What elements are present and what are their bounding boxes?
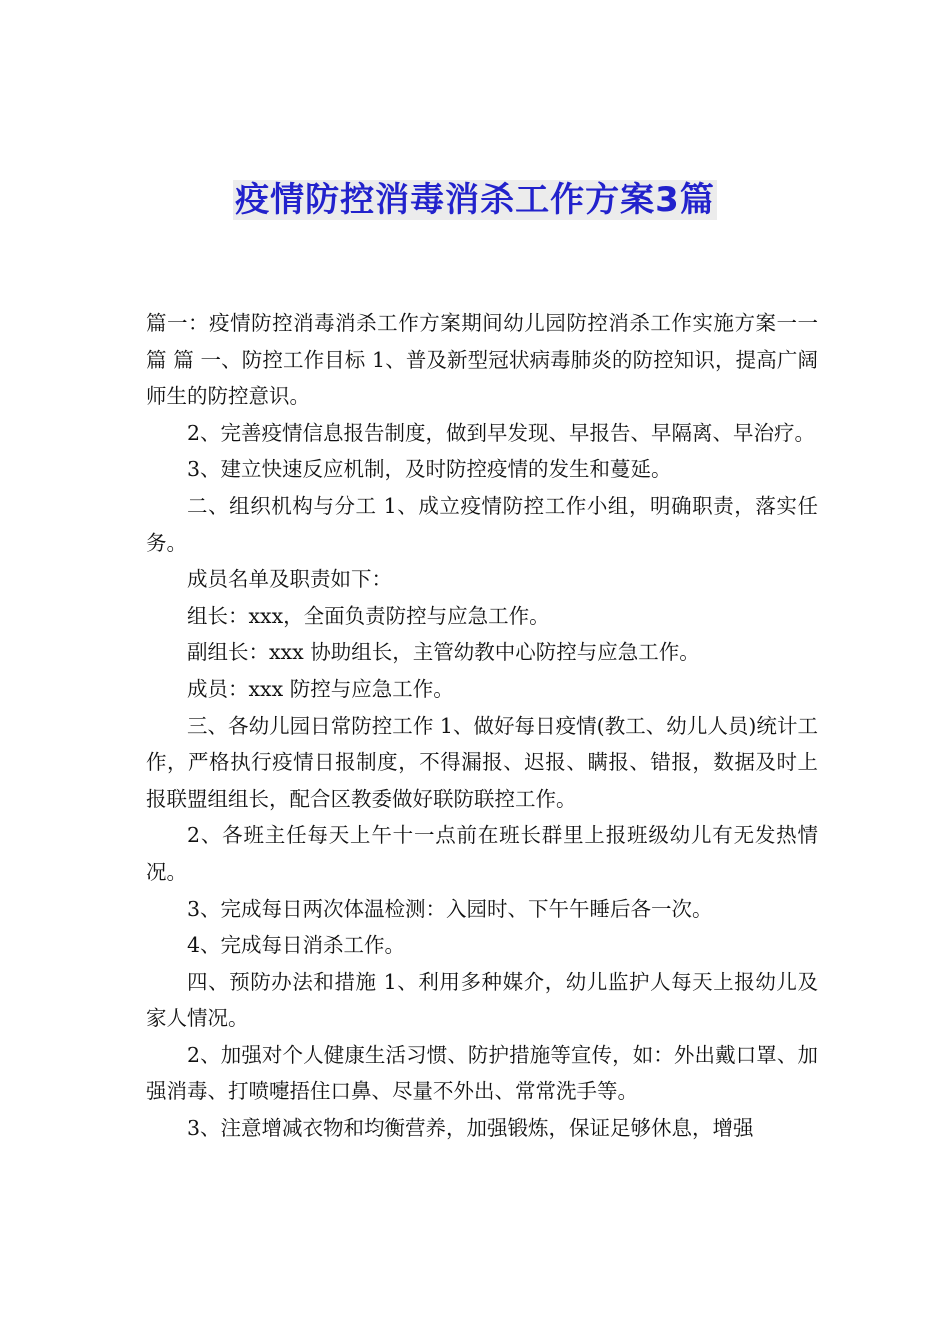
paragraph: 三、各幼儿园日常防控工作 1、做好每日疫情(教工、幼儿人员)统计工作，严格执行疫情日报制度，不得漏报、迟报、瞒报、错报，数据及时上报联盟组组长，配合区教委做好联防联控工作。: [146, 713, 818, 811]
paragraph: 3、注意增减衣物和均衡营养，加强锻炼，保证足够休息，增强: [187, 1116, 754, 1141]
paragraph: 3、建立快速反应机制，及时防控疫情的发生和蔓延。: [187, 457, 672, 482]
paragraph: 成员：xxx 防控与应急工作。: [187, 676, 454, 701]
document-body: [146, 305, 818, 1147]
paragraph: 四、预防办法和措施 1、利用多种媒介，幼儿监护人每天上报幼儿及家人情况。: [146, 969, 818, 1031]
document-title: [0, 176, 950, 224]
paragraph: 3、完成每日两次体温检测：入园时、下午午睡后各一次。: [187, 896, 713, 921]
paragraph: 副组长：xxx 协助组长，主管幼教中心防控与应急工作。: [187, 640, 700, 665]
paragraph: 4、完成每日消杀工作。: [187, 933, 406, 958]
paragraph: 2、完善疫情信息报告制度，做到早发现、早报告、早隔离、早治疗。: [187, 420, 816, 445]
document-title-text: 疫情防控消毒消杀工作方案3篇: [235, 180, 715, 220]
paragraph: 组长：xxx，全面负责防控与应急工作。: [187, 603, 550, 628]
paragraph: 成员名单及职责如下：: [187, 567, 392, 592]
paragraph: 二、组织机构与分工 1、成立疫情防控工作小组，明确职责，落实任务。: [146, 493, 818, 555]
paragraph: 2、各班主任每天上午十一点前在班长群里上报班级幼儿有无发热情况。: [146, 823, 818, 884]
paragraph: 篇一：疫情防控消毒消杀工作方案期间幼儿园防控消杀工作实施方案一一篇 篇 一、防控工作目标 1、普及新型冠状病毒肺炎的防控知识，提高广阔师生的防控意识。: [146, 311, 818, 409]
paragraph: 2、加强对个人健康生活习惯、防护措施等宣传，如：外出戴口罩、加强消毒、打喷嚏捂住口鼻、尽量不外出、常常洗手等。: [146, 1042, 818, 1104]
